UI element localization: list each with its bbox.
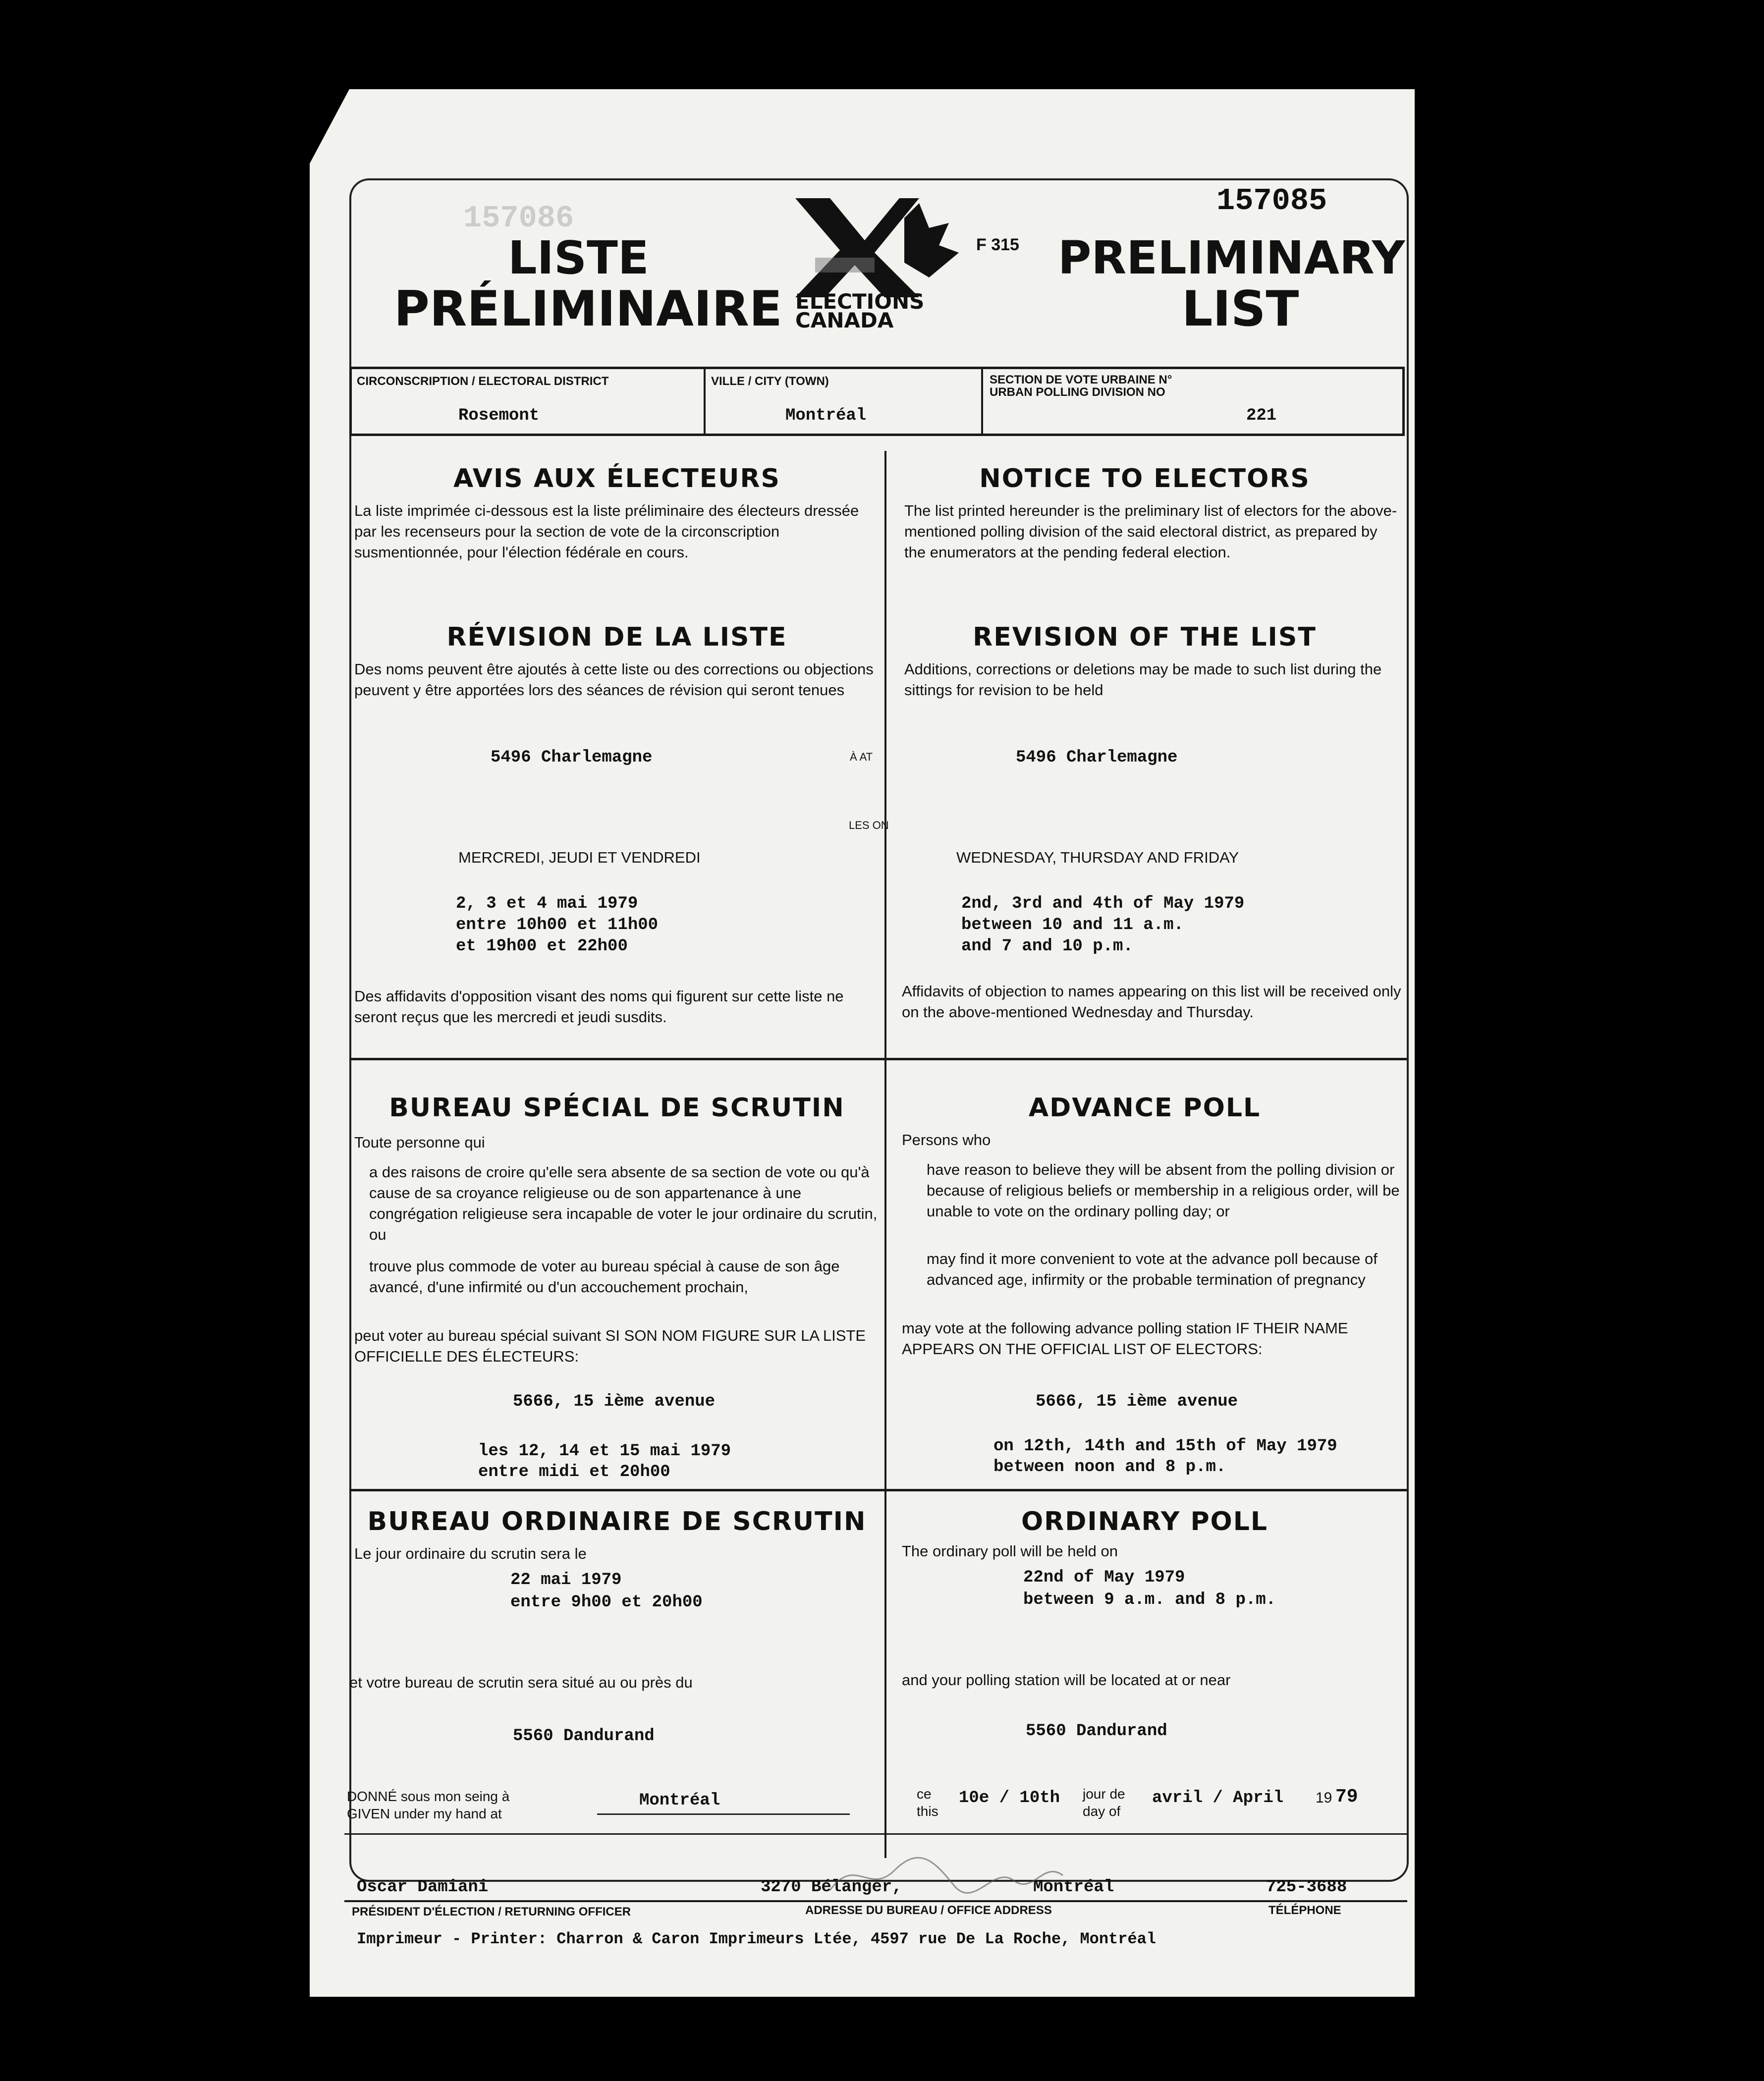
- ordinary-date-fr: 22 mai 1979: [510, 1571, 622, 1589]
- day-value: 10e / 10th: [959, 1789, 1060, 1807]
- advance-dates-fr: les 12, 14 et 15 mai 1979: [478, 1442, 731, 1461]
- revision-fr-heading: RÉVISION DE LA LISTE: [446, 622, 787, 652]
- title-fr-line1: LISTE: [508, 231, 649, 284]
- revision-hours-en-2: and 7 and 10 p.m.: [961, 937, 1133, 956]
- phone-number: 725-3688: [1266, 1878, 1347, 1897]
- revision-affidavit-fr: Des affidavits d'opposition visant des noms qui figurent sur cette liste ne seront reçus que les mercredi et jeudi susdits.: [354, 987, 844, 1026]
- ordinary-en-intro: The ordinary poll will be held on: [902, 1542, 1118, 1560]
- document-page: [310, 89, 1415, 1997]
- advance-en-outro: may vote at the following advance polling station IF THEIR NAME APPEARS ON THE OFFICIAL LIST OF ELECTORS:: [902, 1319, 1348, 1358]
- phone-label: TÉLÉPHONE: [1268, 1904, 1341, 1917]
- day-of-label: day of: [1083, 1804, 1121, 1819]
- given-en: GIVEN under my hand at: [347, 1806, 502, 1821]
- office-label: ADRESSE DU BUREAU / OFFICE ADDRESS: [805, 1904, 1052, 1917]
- division-label-1: SECTION DE VOTE URBAINE N°: [990, 373, 1172, 386]
- advance-fr-item1: a des raisons de croire qu'elle sera absente de sa section de vote ou qu'à cause de sa croyance religieuse ou de son appartenance à une congrégation religieuse sera incapable de voter le jour ordinaire du scrutin, ou: [369, 1163, 878, 1243]
- title-en-line1: PRELIMINARY: [1058, 231, 1405, 284]
- form-number: F 315: [976, 235, 1019, 254]
- revision-hours-en-1: between 10 and 11 a.m.: [961, 916, 1184, 934]
- advance-fr-outro: peut voter au bureau spécial suivant SI SON NOM FIGURE SUR LA LISTE OFFICIELLE DES ÉLECTEURS:: [354, 1327, 866, 1365]
- ordinary-fr-intro: Le jour ordinaire du scrutin sera le: [354, 1545, 587, 1562]
- advance-address-fr: 5666, 15 ième avenue: [513, 1392, 716, 1411]
- revision-dates-en: 2nd, 3rd and 4th of May 1979: [961, 894, 1245, 913]
- advance-en-item2: may find it more convenient to vote at the advance poll because of advanced age, infirmity or the probable termination of pregnancy: [927, 1250, 1378, 1288]
- given-place: Montréal: [639, 1791, 720, 1810]
- revision-en-heading: REVISION OF THE LIST: [973, 622, 1317, 652]
- ordinary-address-en: 5560 Dandurand: [1026, 1722, 1167, 1741]
- office-street: 3270 Bélanger,: [761, 1878, 902, 1897]
- maple-leaf-x-icon: [795, 198, 959, 297]
- advance-en-heading: ADVANCE POLL: [1028, 1093, 1261, 1123]
- month-value: avril / April: [1152, 1789, 1284, 1807]
- ce-label: ce: [917, 1786, 932, 1802]
- ordinary-hours-fr: entre 9h00 et 20h00: [510, 1593, 703, 1612]
- office-city: Montréal: [1033, 1878, 1114, 1897]
- ordinary-hours-en: between 9 a.m. and 8 p.m.: [1023, 1590, 1276, 1609]
- given-fr: DONNÉ sous mon seing à: [347, 1789, 510, 1804]
- serial-number: 157085: [1216, 183, 1327, 219]
- ordinary-location-en: and your polling station will be located at or near: [902, 1671, 1231, 1689]
- advance-fr-item2: trouve plus commode de voter au bureau spécial à cause de son âge avancé, d'une infirmité ou d'un accouchement prochain,: [369, 1258, 840, 1296]
- division-label-2: URBAN POLLING DIVISION NO: [990, 385, 1165, 399]
- title-fr-line2: PRÉLIMINAIRE: [394, 281, 782, 337]
- ordinary-location-fr: et votre bureau de scrutin sera situé au ou près du: [349, 1674, 693, 1691]
- notice-en-text: The list printed hereunder is the preliminary list of electors for the above-mentioned polling division of the said electoral district, as prepared by the enumerators at the pending federal election.: [904, 502, 1397, 561]
- advance-en-intro: Persons who: [902, 1131, 991, 1149]
- revision-hours-fr-1: entre 10h00 et 11h00: [456, 916, 659, 934]
- title-en-line2: LIST: [1182, 281, 1299, 337]
- logo-line2: CANADA: [795, 308, 894, 332]
- section-divider-1: [349, 1058, 1407, 1060]
- district-value: Rosemont: [458, 406, 540, 425]
- city-value: Montréal: [785, 406, 867, 425]
- division-value: 221: [1246, 406, 1277, 425]
- logo-line1: ELECTIONS: [795, 289, 925, 314]
- year-prefix: 19: [1316, 1790, 1332, 1806]
- advance-en-item1: have reason to believe they will be absent from the polling division or because of religious beliefs or membership in a religious order, will be unable to vote on the ordinary polling day; or: [927, 1161, 1400, 1220]
- notice-fr-heading: AVIS AUX ÉLECTEURS: [453, 464, 780, 493]
- revision-dates-fr: 2, 3 et 4 mai 1979: [456, 894, 638, 913]
- advance-fr-intro: Toute personne qui: [354, 1134, 485, 1151]
- ordinary-fr-heading: BUREAU ORDINAIRE DE SCRUTIN: [367, 1507, 867, 1536]
- revision-hours-fr-2: et 19h00 et 22h00: [456, 937, 628, 956]
- advance-hours-fr: entre midi et 20h00: [478, 1463, 670, 1481]
- district-label: CIRCONSCRIPTION / ELECTORAL DISTRICT: [357, 375, 609, 388]
- signature-scribble: [825, 1851, 1073, 1900]
- advance-hours-en: between noon and 8 p.m.: [993, 1458, 1226, 1477]
- revision-days-en: WEDNESDAY, THURSDAY AND FRIDAY: [956, 849, 1239, 866]
- notice-fr-text: La liste imprimée ci-dessous est la liste préliminaire des électeurs dressée par les recenseurs pour la section de vote de la circonscription susmentionnée, pour l'élection fédérale en cours.: [354, 502, 859, 561]
- this-label: this: [917, 1804, 938, 1819]
- advance-fr-heading: BUREAU SPÉCIAL DE SCRUTIN: [389, 1093, 845, 1123]
- officer-label: PRÉSIDENT D'ÉLECTION / RETURNING OFFICER: [352, 1905, 631, 1918]
- ordinary-en-heading: ORDINARY POLL: [1021, 1507, 1268, 1536]
- ordinary-address-fr: 5560 Dandurand: [513, 1727, 655, 1746]
- elections-canada-logo: [795, 198, 959, 332]
- printer-line: Imprimeur - Printer: Charron & Caron Imprimeurs Ltée, 4597 rue De La Roche, Montréal: [357, 1930, 1157, 1948]
- revision-on-label: LES ON: [849, 819, 889, 831]
- revision-en-text: Additions, corrections or deletions may be made to such list during the sittings for revision to be held: [904, 660, 1382, 699]
- revision-address-en: 5496 Charlemagne: [1016, 748, 1178, 767]
- year-value: 79: [1335, 1786, 1358, 1807]
- serial-mirrored: 157086: [463, 201, 574, 236]
- revision-affidavit-en: Affidavits of objection to names appearing on this list will be received only on the above-mentioned Wednesday and Thursday.: [902, 983, 1401, 1021]
- revision-fr-text: Des noms peuvent être ajoutés à cette liste ou des corrections ou objections peuvent y être apportées lors des séances de révision qui seront tenues: [354, 660, 874, 699]
- revision-days-fr: MERCREDI, JEUDI ET VENDREDI: [458, 849, 701, 866]
- jour-de-label: jour de: [1083, 1786, 1125, 1802]
- advance-dates-en: on 12th, 14th and 15th of May 1979: [993, 1437, 1337, 1456]
- revision-at-label: À AT: [850, 751, 873, 763]
- notice-en-heading: NOTICE TO ELECTORS: [979, 464, 1310, 493]
- revision-address-fr: 5496 Charlemagne: [491, 748, 653, 767]
- city-label: VILLE / CITY (TOWN): [711, 375, 829, 388]
- ordinary-date-en: 22nd of May 1979: [1023, 1568, 1185, 1587]
- section-divider-2: [349, 1489, 1407, 1491]
- advance-address-en: 5666, 15 ième avenue: [1036, 1392, 1238, 1411]
- officer-name: Oscar Damiani: [357, 1878, 489, 1897]
